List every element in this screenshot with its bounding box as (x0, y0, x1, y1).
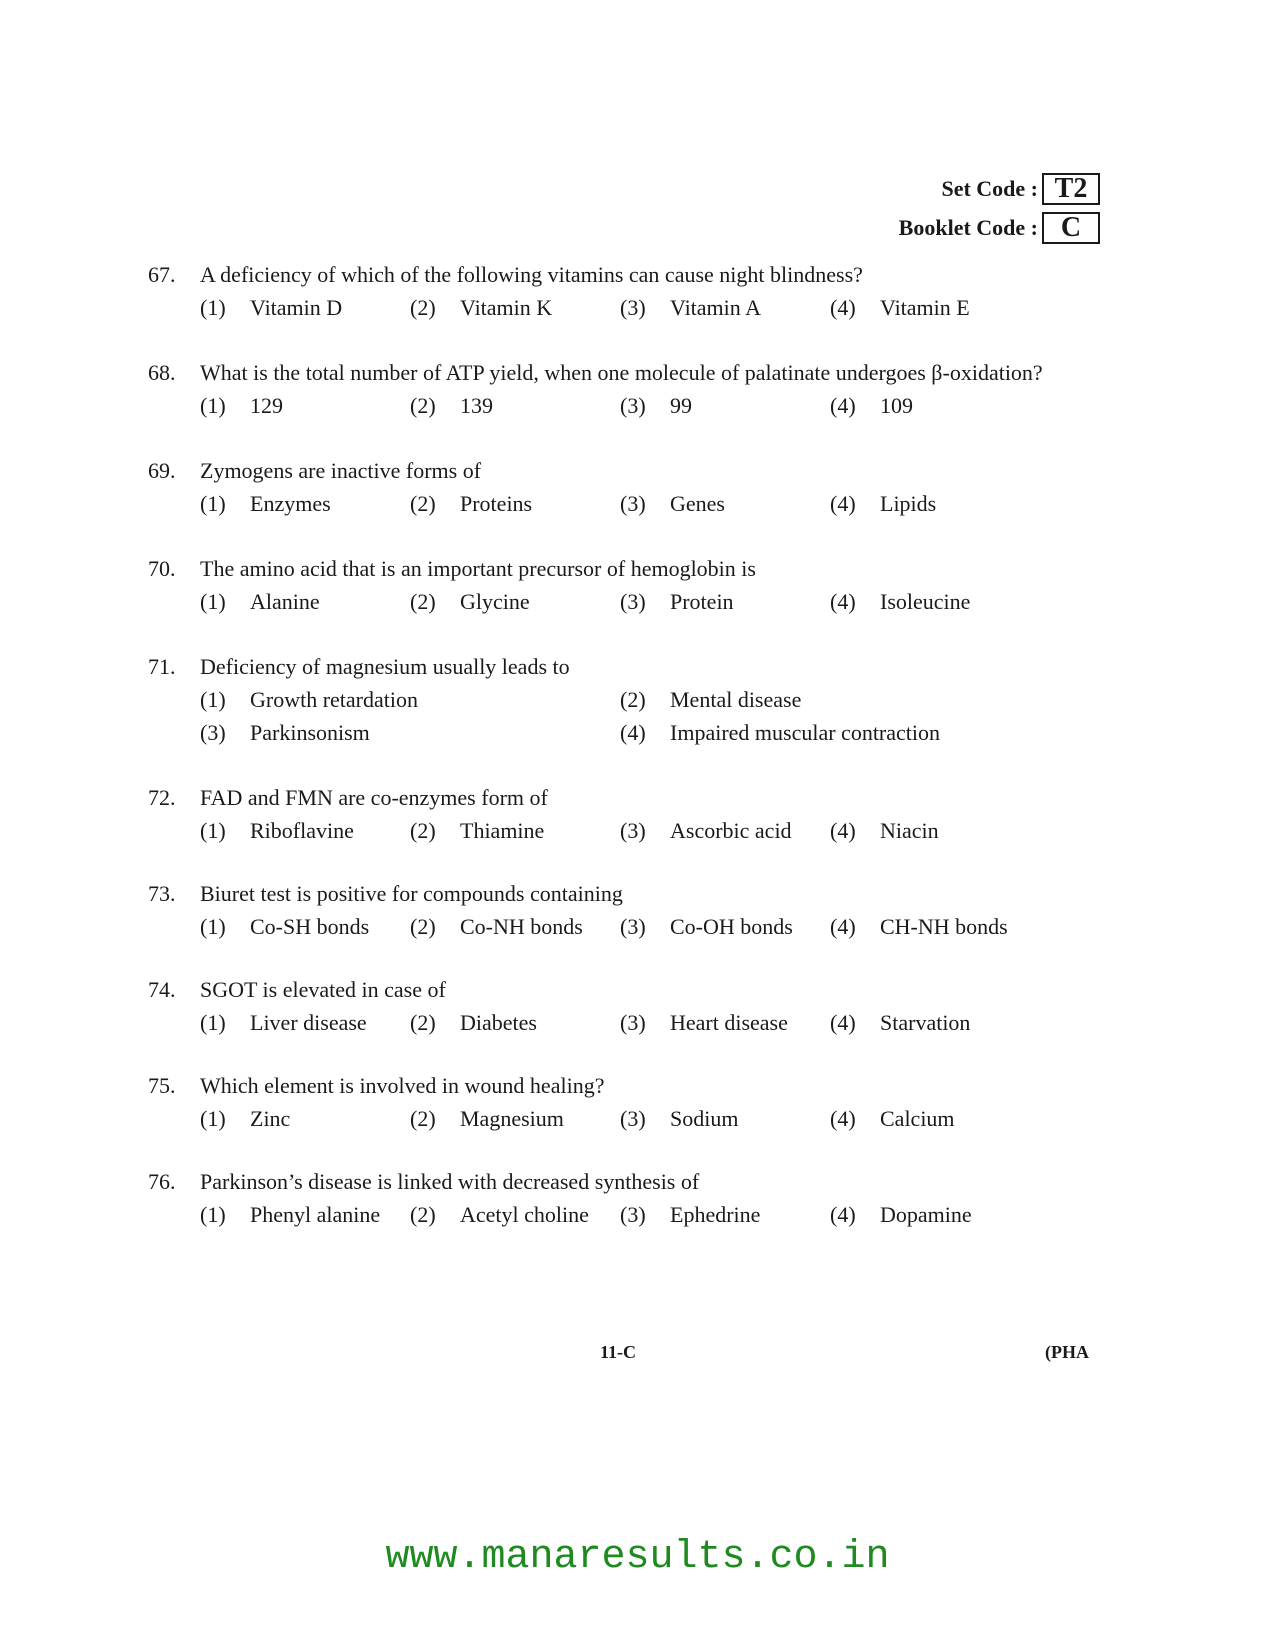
option-1: (1) 129 (200, 392, 283, 418)
option-1: (1) Growth retardation (200, 686, 418, 712)
option-4: (4) Dopamine (830, 1201, 972, 1227)
question-text: What is the total number of ATP yield, when one molecule of palatinate undergoes β-oxidation? (200, 359, 1043, 385)
set-code-label: Set Code : (941, 175, 1038, 201)
options (200, 1198, 1108, 1231)
question-69 (148, 454, 1108, 520)
option-2: (2) Diabetes (410, 1009, 537, 1035)
question-number: 73. (148, 880, 176, 906)
question-number: 76. (148, 1168, 176, 1194)
question-number: 72. (148, 784, 176, 810)
option-2: (2) Magnesium (410, 1105, 564, 1131)
option-1: (1) Zinc (200, 1105, 291, 1131)
option-2: (2) Thiamine (410, 817, 545, 843)
option-3: (3) Parkinsonism (200, 719, 370, 745)
options (200, 585, 1108, 618)
options (200, 814, 1108, 847)
set-code-row (899, 170, 1100, 207)
option-1: (1) Vitamin D (200, 294, 343, 320)
subject-code: (PHA (1045, 1342, 1089, 1362)
page-code: 11-C (600, 1342, 636, 1362)
set-code-box: T2 (1042, 173, 1100, 205)
question-text: Zymogens are inactive forms of (200, 457, 482, 483)
option-1: (1) Co-SH bonds (200, 913, 370, 939)
options-row-2 (200, 716, 1108, 749)
question-72 (148, 781, 1108, 847)
question-text: FAD and FMN are co-enzymes form of (200, 784, 548, 810)
option-2: (2) Co-NH bonds (410, 913, 583, 939)
option-2: (2) Mental disease (620, 686, 802, 712)
option-1: (1) Alanine (200, 588, 320, 614)
question-text: Which element is involved in wound healing? (200, 1072, 605, 1098)
option-4: (4) Lipids (830, 490, 937, 516)
code-block (899, 170, 1100, 248)
question-number: 67. (148, 261, 176, 287)
question-text: Biuret test is positive for compounds containing (200, 880, 623, 906)
options (200, 1006, 1108, 1039)
option-2: (2) 139 (410, 392, 493, 418)
question-67 (148, 258, 1108, 324)
question-71 (148, 650, 1108, 749)
option-4: (4) Vitamin E (830, 294, 970, 320)
option-3: (3) 99 (620, 392, 692, 418)
option-4: (4) 109 (830, 392, 913, 418)
options (200, 487, 1108, 520)
options (200, 910, 1108, 943)
option-3: (3) Heart disease (620, 1009, 788, 1035)
option-1: (1) Phenyl alanine (200, 1201, 381, 1227)
option-4: (4) Impaired muscular contraction (620, 719, 941, 745)
option-2: (2) Proteins (410, 490, 533, 516)
question-text: SGOT is elevated in case of (200, 976, 446, 1002)
options (200, 1102, 1108, 1135)
question-75 (148, 1069, 1108, 1135)
booklet-code-label: Booklet Code : (898, 214, 1038, 240)
option-3: (3) Vitamin A (620, 294, 761, 320)
option-1: (1) Liver disease (200, 1009, 367, 1035)
question-text: Parkinson’s disease is linked with decreased synthesis of (200, 1168, 700, 1194)
options (200, 389, 1108, 422)
question-number: 68. (148, 359, 176, 385)
option-2: (2) Acetyl choline (410, 1201, 589, 1227)
option-3: (3) Ephedrine (620, 1201, 761, 1227)
question-text: A deficiency of which of the following vitamins can cause night blindness? (200, 261, 863, 287)
option-1: (1) Enzymes (200, 490, 331, 516)
option-2: (2) Glycine (410, 588, 530, 614)
option-3: (3) Genes (620, 490, 725, 516)
watermark-url: www.manaresults.co.in (385, 1535, 890, 1580)
question-number: 69. (148, 457, 176, 483)
options-row-1 (200, 683, 1108, 716)
question-70 (148, 552, 1108, 618)
question-68 (148, 356, 1108, 422)
question-74 (148, 973, 1108, 1039)
option-3: (3) Ascorbic acid (620, 817, 792, 843)
question-number: 74. (148, 976, 176, 1002)
question-number: 75. (148, 1072, 176, 1098)
option-1: (1) Riboflavine (200, 817, 354, 843)
question-number: 71. (148, 653, 176, 679)
booklet-code-box: C (1042, 212, 1100, 244)
option-4: (4) CH-NH bonds (830, 913, 1008, 939)
question-73 (148, 877, 1108, 943)
option-3: (3) Protein (620, 588, 734, 614)
question-text: Deficiency of magnesium usually leads to (200, 653, 570, 679)
option-4: (4) Calcium (830, 1105, 955, 1131)
question-76 (148, 1165, 1108, 1231)
question-number: 70. (148, 555, 176, 581)
options (200, 291, 1108, 324)
option-4: (4) Isoleucine (830, 588, 971, 614)
question-text: The amino acid that is an important precursor of hemoglobin is (200, 555, 756, 581)
option-4: (4) Starvation (830, 1009, 971, 1035)
option-4: (4) Niacin (830, 817, 939, 843)
option-2: (2) Vitamin K (410, 294, 553, 320)
booklet-code-row (899, 209, 1100, 246)
option-3: (3) Co-OH bonds (620, 913, 793, 939)
option-3: (3) Sodium (620, 1105, 739, 1131)
